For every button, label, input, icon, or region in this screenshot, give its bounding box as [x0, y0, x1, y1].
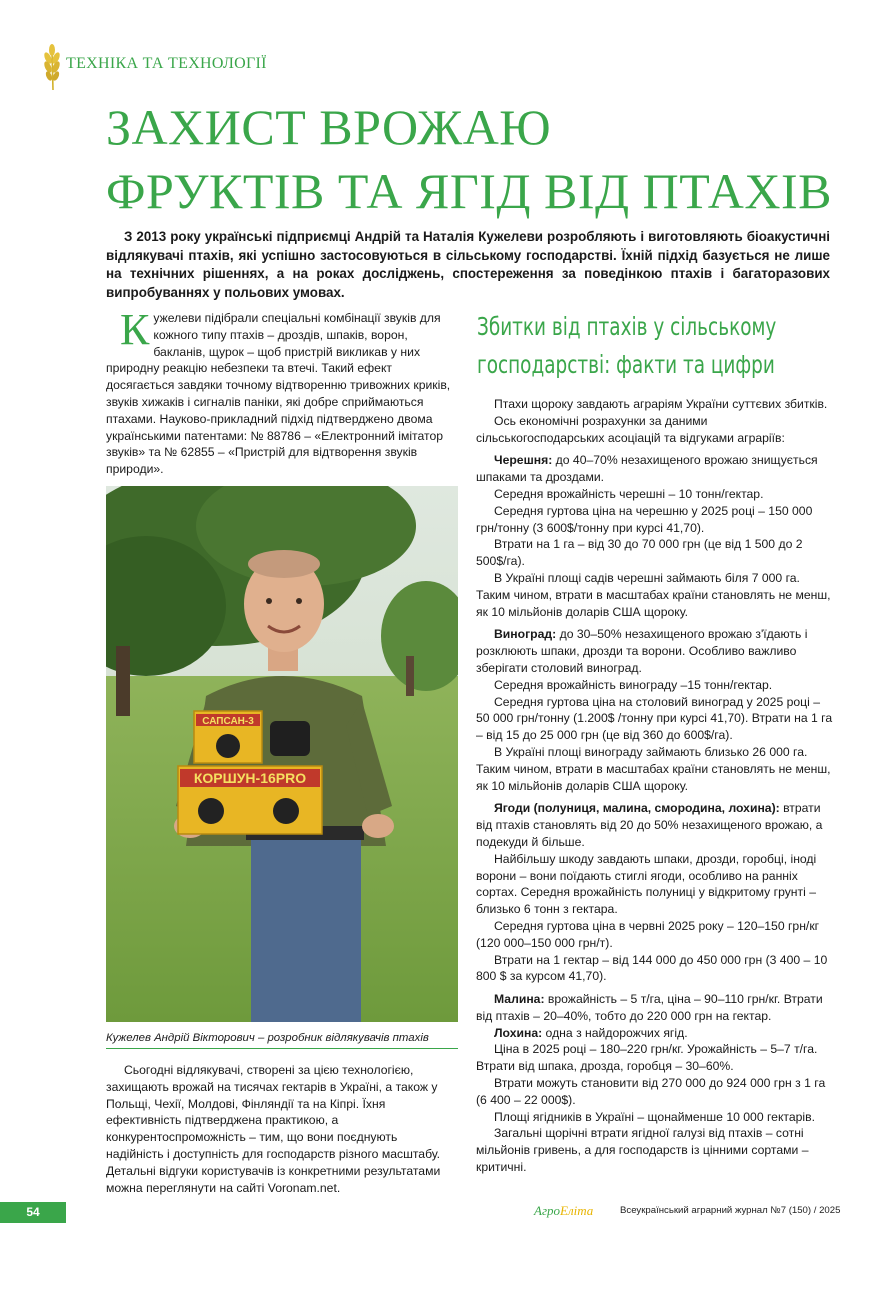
product-label-1: САПСАН-3 — [202, 716, 254, 727]
wheat-icon — [40, 42, 64, 92]
cherry-label: Черешня: — [494, 453, 553, 468]
cherry-paragraph — [476, 452, 834, 486]
left-outro — [106, 1062, 458, 1196]
subhead-line-2: господарстві: факти та цифри — [477, 350, 775, 379]
paragraph: Середня гуртова ціна в червні 2025 року – 120–150 грн/кг (120 000–150 000 грн/т). — [476, 918, 820, 950]
paragraph: Втрати на 1 гектар – від 144 000 до 450 000 грн (3 400 – 10 800 $ за курсом 41,70). — [476, 952, 828, 984]
journal-info: Всеукраїнський аграрний журнал №7 (150) / 2025 — [620, 1205, 841, 1216]
paragraph: Ціна в 2025 році – 180–220 грн/кг. Урожайність – 5–7 т/га. Втрати від шпака, дрозда, горобця – 30–60%. — [476, 1042, 818, 1074]
berry-paragraph — [476, 800, 834, 850]
raspberry-paragraph — [476, 991, 834, 1025]
paragraph: Середня гуртова ціна на столовий виноград у 2025 році – 50 000 грн/тонну (1.200$ /тонну при курсі 41,70). Втрати на 1 га – від 15 до 25 000 грн (це від 360 до 600$/га). — [476, 694, 833, 743]
right-body — [476, 396, 834, 1176]
photo-caption: Кужелев Андрій Вікторович – розробник відлякувачів птахів — [106, 1032, 458, 1049]
paragraph: Площі ягідників в Україні – щонайменше 10 000 гектарів. — [494, 1109, 815, 1124]
portrait-photo — [106, 486, 458, 1022]
cherry-text: до 40–70% незахищеного врожаю знищується шпаками та дроздами. — [476, 453, 818, 485]
paragraph: В Україні площі винограду займають близько 26 000 га. Таким чином, втрати в масштабах країни становлять не менш, як 10 мільйонів доларів США щороку. — [476, 744, 831, 793]
page-title-line-1: ЗАХИСТ ВРОЖАЮ — [106, 99, 552, 155]
left-intro — [106, 305, 458, 478]
product-label-2: КОРШУН-16PRO — [193, 770, 307, 786]
subhead-line-1: Збитки від птахів у сільському — [477, 312, 777, 341]
brand-logo — [534, 1203, 593, 1219]
blueberry-paragraph — [476, 1025, 834, 1042]
blueberry-label: Лохина: — [494, 1025, 543, 1040]
section-label: ТЕХНІКА ТА ТЕХНОЛОГІЇ — [66, 55, 267, 72]
paragraph: Втрати можуть становити від 270 000 до 924 000 грн з 1 га (6 400 – 22 000$). — [476, 1076, 826, 1107]
paragraph: Ось економічні розрахунки за даними сільськогосподарських асоціацій та відгуками аграріїв: — [476, 413, 785, 445]
lead-text: З 2013 року українські підприємці Андрій та Наталія Кужелеви розробляють і виготовляють біоакустичні відлякувачі птахів, які успішно застосовуються в сільському господарстві. Їхній підхід базується не лише на технічних рішеннях, а на роках досліджень, спостереження за поведінкою птахів і багаторазових випробуваннях у польових умовах. — [106, 229, 830, 300]
paragraph: Загальні щорічні втрати ягідної галузі від птахів – сотні мільйонів гривень, а для господарств із цінними сортами – критичні. — [476, 1126, 809, 1175]
intro-text: ужелеви підібрали спеціальні комбінації звуків для кожного типу птахів – дроздів, шпаків, ворон, бакланів, щурок – щоб пристрій викликав у них природну реакцію небезпеки та втечі. Такий ефект досягається завдяки точному відтворенню тривожних криків, звуків хижаків і сигналів паніки, які добре сприймаються птахами. Науково-прикладний підхід підтверджено двома українськими патентами: № 88786 – «Електронний імітатор звуків» та № 62855 – «Пристрій для відтворення звуків природи». — [106, 311, 451, 477]
berry-text: втрати від птахів становлять від 20 до 50% незахищеного врожаю, а подекуди й більше. — [476, 801, 823, 849]
lead-paragraph — [106, 228, 830, 302]
blueberry-text: одна з найдорожчих ягід. — [542, 1025, 688, 1040]
section-subhead — [477, 308, 842, 384]
paragraph: Птахи щороку завдають аграріям України суттєвих збитків. — [494, 397, 828, 411]
outro-text: Сьогодні відлякувачі, створені за цією технологією, захищають врожай на тисячах гектарів в Україні, а також у Польщі, Чехії, Молдові, Фінляндії та на Кіпрі. Їхня ефективність підтверджена практикою, а конкурентоспроможність – тим, що вони поєднують надійність і доступність для господарств різного масштабу. Детальні відгуки користувачів із конкретними результатами можна переглянути на сайті Voronam.net. — [106, 1063, 441, 1195]
paragraph: Втрати на 1 га – від 30 до 70 000 грн (це від 1 500 до 2 500$/га). — [476, 537, 803, 569]
brand-part-1: Агро — [534, 1203, 561, 1218]
grape-label: Виноград: — [494, 627, 557, 642]
grape-paragraph — [476, 626, 834, 676]
paragraph: Найбільшу шкоду завдають шпаки, дрозди, горобці, іноді ворони – вони поїдають стиглі ягоди, особливо на ранніх сортах. Середня врожайність полуниці у відкритому грунті – близько 6 тонн з гектара. — [476, 851, 817, 917]
page-number: 54 — [26, 1205, 40, 1219]
paragraph: Середня врожайність винограду –15 тонн/гектар. — [494, 677, 773, 692]
page-title-line-2: ФРУКТІВ ТА ЯГІД ВІД ПТАХІВ — [106, 163, 833, 219]
berry-label: Ягоди (полуниця, малина, смородина, лохина): — [494, 801, 780, 816]
drop-cap: К — [120, 305, 150, 354]
paragraph: Середня гуртова ціна на черешню у 2025 році – 150 000 грн/тонну (3 600$/тонну при курсі 41,70). — [476, 503, 813, 535]
raspberry-text: врожайність – 5 т/га, ціна – 90–110 грн/кг. Втрати від птахів – 20–40%, тобто до 220 000 грн на гектар. — [476, 992, 823, 1023]
paragraph: Середня врожайність черешні – 10 тонн/гектар. — [494, 486, 764, 501]
raspberry-label: Малина: — [494, 992, 545, 1007]
grape-text: до 30–50% незахищеного врожаю з'їдають і розклюють шпаки, дрозди та ворони. Особливо важливо зберігати столовий виноград. — [476, 627, 808, 675]
paragraph: В Україні площі садів черешні займають біля 7 000 га. Таким чином, втрати в масштабах країни становлять не менш, як 10 мільйонів доларів США щороку. — [476, 570, 831, 619]
brand-part-2: Еліта — [560, 1203, 594, 1218]
